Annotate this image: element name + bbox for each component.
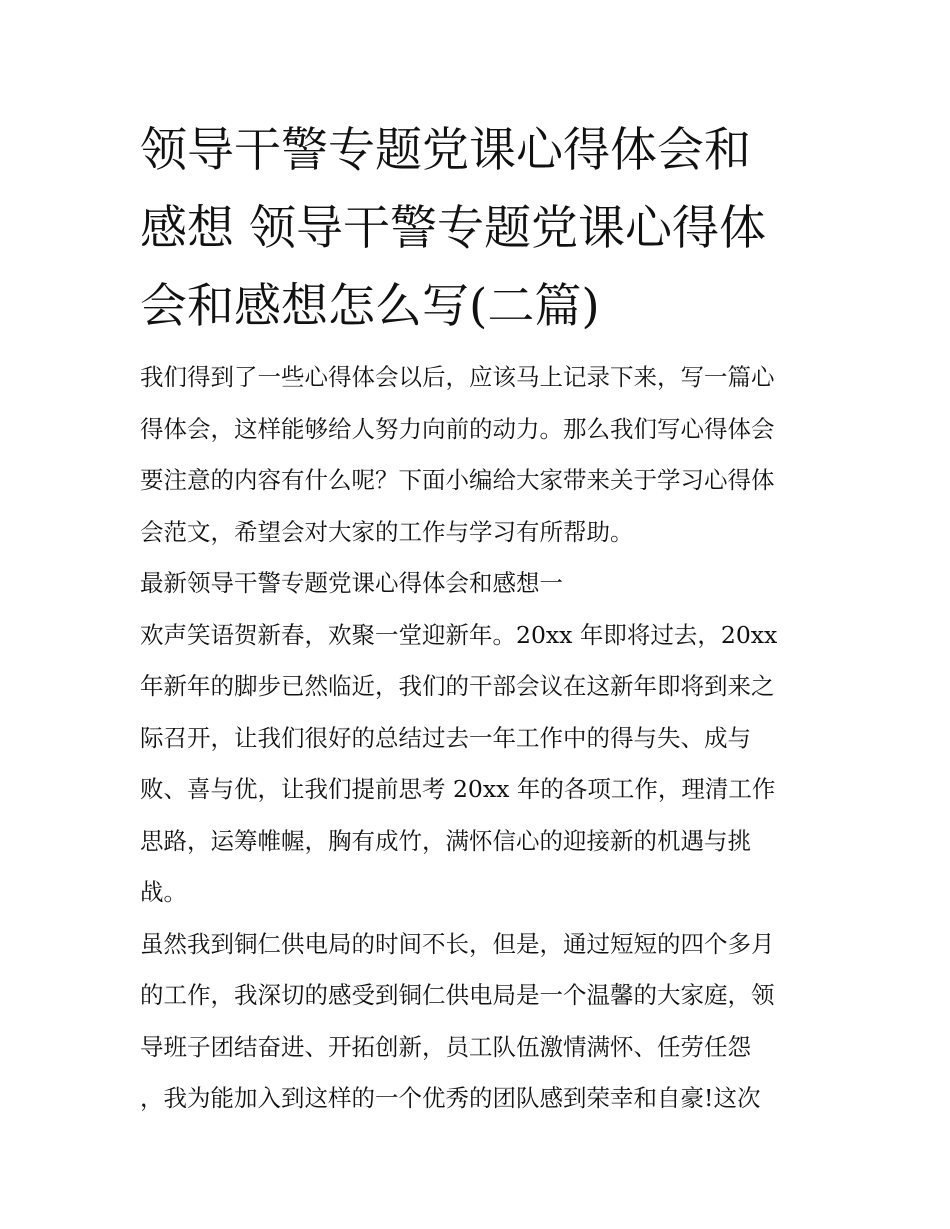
paragraph-line: 导班子团结奋进、开拓创新，员工队伍激情满怀、任劳任怨 <box>140 1032 751 1061</box>
paragraph-line: 思路，运筹帷幄，胸有成竹，满怀信心的迎接新的机遇与挑 <box>140 826 751 855</box>
section-heading: 最新领导干警专题党课心得体会和感想一 <box>140 569 563 597</box>
paragraph-line: 际召开，让我们很好的总结过去一年工作中的得与失、成与 <box>140 723 751 752</box>
document-body <box>140 352 830 1125</box>
paragraph-line: 战。 <box>140 878 187 906</box>
intro-line: 得体会，这样能够给人努力向前的动力。那么我们写心得体会 <box>140 414 775 443</box>
paragraph-line: 的工作，我深切的感受到铜仁供电局是一个温馨的大家庭，领 <box>140 981 775 1009</box>
paragraph-line: 欢声笑语贺新春，欢聚一堂迎新年。20xx 年即将过去，20xx <box>140 620 778 649</box>
intro-line: 我们得到了一些心得体会以后，应该马上记录下来，写一篇心 <box>140 363 775 391</box>
title-line: 会和感想怎么写(二篇) <box>140 279 600 334</box>
intro-line: 会范文，希望会对大家的工作与学习有所帮助。 <box>140 517 634 546</box>
paragraph-line: 败、喜与优，让我们提前思考 20xx 年的各项工作，理清工作 <box>140 775 776 803</box>
title-line: 感想 领导干警专题党课心得体 <box>140 201 766 256</box>
paragraph-line: 虽然我到铜仁供电局的时间不长，但是，通过短短的四个多月 <box>140 929 775 958</box>
intro-line: 要注意的内容有什么呢？下面小编给大家带来关于学习心得体 <box>140 466 775 494</box>
title-line: 领导干警专题党课心得体会和 <box>140 123 751 178</box>
paragraph-line: 年新年的脚步已然临近，我们的干部会议在这新年即将到来之 <box>140 672 775 700</box>
document-title <box>140 112 820 346</box>
paragraph-line: ，我为能加入到这样的一个优秀的团队感到荣幸和自豪!这次 <box>140 1084 761 1112</box>
